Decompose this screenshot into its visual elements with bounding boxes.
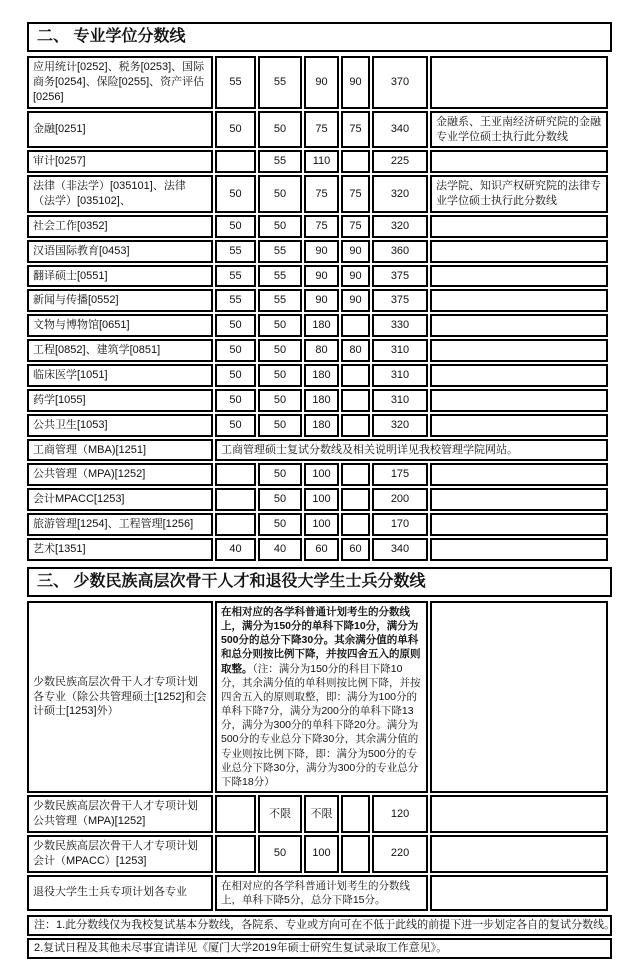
score-cell: 80 [304, 339, 339, 362]
note-cell [430, 463, 608, 486]
score-cell [215, 150, 256, 173]
score-cell: 不限 [304, 795, 339, 833]
table-row [27, 488, 608, 511]
table-row [27, 240, 608, 263]
score-cell: 100 [304, 835, 339, 873]
note-cell [430, 265, 608, 288]
rule-text-rest: （注：满分为150分的科目下降10分，其余满分值的单科则按比例下降，并按四舍五入的原则取整，即：满分为100分的单科下降7分，满分为200分的单科下降13分，满分为300分的单科下降20分。满分为500分的专业总分下降30分，其余满分值的专业则按比例下降，即：满分为500分的专业总分下降30分，满分为300分的专业总分下降18分） [221, 662, 421, 788]
program-name-cell: 退役大学生士兵专项计划各专业 [27, 875, 213, 911]
score-cell: 40 [215, 538, 256, 561]
table-row [27, 439, 608, 462]
total-score-cell: 310 [372, 364, 428, 387]
note-cell [430, 150, 608, 173]
professional-degree-score-table [25, 54, 610, 563]
program-name-cell: 文物与博物馆[0651] [27, 314, 213, 337]
score-cell [215, 795, 256, 833]
program-name-cell: 翻译硕士[0551] [27, 265, 213, 288]
section-3-header [27, 567, 612, 597]
score-cell: 90 [304, 265, 339, 288]
score-cell: 50 [215, 389, 256, 412]
rule-text-rest: 在相对应的各学科普通计划考生的分数线上，单科下降5分，总分下降15分。 [221, 879, 410, 906]
score-cell: 100 [304, 513, 339, 536]
score-cell: 55 [258, 240, 302, 263]
total-score-cell: 340 [372, 538, 428, 561]
score-cell [341, 314, 370, 337]
score-cell: 180 [304, 389, 339, 412]
section-professional-degree [27, 22, 612, 563]
total-score-cell: 175 [372, 463, 428, 486]
program-name-cell: 应用统计[0252]、税务[0253]、国际商务[0254]、保险[0255]、资产评估[0256] [27, 56, 213, 109]
score-cell: 50 [215, 414, 256, 437]
program-name-cell: 新闻与传播[0552] [27, 289, 213, 312]
score-cell: 100 [304, 463, 339, 486]
score-cell [341, 795, 370, 833]
note-cell: 法学院、知识产权研究院的法律专业学位硕士执行此分数线 [430, 175, 608, 213]
score-cell: 55 [258, 56, 302, 109]
score-cell: 80 [341, 339, 370, 362]
table-row [27, 175, 608, 213]
note-cell [430, 795, 608, 833]
program-name-cell: 会计MPACC[1253] [27, 488, 213, 511]
score-cell: 55 [258, 150, 302, 173]
score-cell: 75 [341, 215, 370, 238]
table-row [27, 463, 608, 486]
section-2-header [27, 22, 612, 52]
score-cell [341, 364, 370, 387]
score-cell: 90 [304, 289, 339, 312]
program-name-cell: 公共卫生[1053] [27, 414, 213, 437]
score-cell: 100 [304, 488, 339, 511]
score-cell: 110 [304, 150, 339, 173]
program-name-cell: 药学[1055] [27, 389, 213, 412]
note-cell [430, 488, 608, 511]
section-2-title: 二、 专业学位分数线 [37, 28, 186, 45]
score-cell: 55 [258, 265, 302, 288]
score-cell: 50 [258, 364, 302, 387]
score-cell: 75 [304, 111, 339, 149]
note-cell [430, 240, 608, 263]
program-name-cell: 工商管理（MBA)[1251] [27, 439, 213, 462]
program-name-cell: 汉语国际教育[0453] [27, 240, 213, 263]
score-cell [341, 414, 370, 437]
note-cell [430, 364, 608, 387]
total-score-cell: 330 [372, 314, 428, 337]
score-cell [341, 488, 370, 511]
score-cell: 50 [258, 463, 302, 486]
table-row [27, 265, 608, 288]
note-cell [430, 835, 608, 873]
score-cell: 180 [304, 364, 339, 387]
total-score-cell: 220 [372, 835, 428, 873]
score-cell: 90 [304, 56, 339, 109]
total-score-cell: 120 [372, 795, 428, 833]
note-cell [430, 601, 608, 793]
program-name-cell: 旅游管理[1254]、工程管理[1256] [27, 513, 213, 536]
program-name-cell: 少数民族高层次骨干人才专项计划公共管理（MPA)[1252] [27, 795, 213, 833]
score-cell: 90 [341, 265, 370, 288]
score-cell: 50 [215, 175, 256, 213]
score-cell: 50 [258, 215, 302, 238]
table-row [27, 314, 608, 337]
total-score-cell: 375 [372, 289, 428, 312]
total-score-cell: 200 [372, 488, 428, 511]
program-name-cell: 少数民族高层次骨干人才专项计划各专业（除公共管理硕士[1252]和会计硕士[1253]外） [27, 601, 213, 793]
footnote-2: 2.复试日程及其他未尽事宜请详见《厦门大学2019年硕士研究生复试录取工作意见》。 [27, 938, 612, 959]
score-cell: 75 [304, 175, 339, 213]
table-row [27, 835, 608, 873]
program-name-cell: 临床医学[1051] [27, 364, 213, 387]
table-row [27, 150, 608, 173]
score-cell: 90 [341, 240, 370, 263]
score-cell [341, 389, 370, 412]
score-cell: 50 [258, 389, 302, 412]
table-row [27, 414, 608, 437]
score-cell: 55 [215, 289, 256, 312]
program-name-cell: 艺术[1351] [27, 538, 213, 561]
program-name-cell: 少数民族高层次骨干人才专项计划会计（MPACC）[1253] [27, 835, 213, 873]
score-cell: 50 [258, 414, 302, 437]
note-cell [430, 538, 608, 561]
score-cell: 50 [258, 175, 302, 213]
table-row [27, 538, 608, 561]
table-row [27, 601, 608, 793]
score-cell [215, 513, 256, 536]
score-cell: 40 [258, 538, 302, 561]
score-cell: 50 [258, 835, 302, 873]
total-score-cell: 340 [372, 111, 428, 149]
program-name-cell: 社会工作[0352] [27, 215, 213, 238]
program-name-cell: 审计[0257] [27, 150, 213, 173]
total-score-cell: 310 [372, 339, 428, 362]
score-cell: 50 [258, 314, 302, 337]
note-cell [430, 513, 608, 536]
score-cell: 50 [215, 364, 256, 387]
rule-text-bold: 在相对应的各学科普通计划考生的分数线上，满分为150分的单科下降10分，满分为500分的总分下降30分。其余满分值的单科和总分则按比例下降，并按四舍五入的原则取整。 [221, 605, 421, 675]
note-cell [430, 875, 608, 911]
note-cell [430, 414, 608, 437]
score-cell: 90 [304, 240, 339, 263]
score-cell: 60 [304, 538, 339, 561]
total-score-cell: 375 [372, 265, 428, 288]
score-cell: 180 [304, 414, 339, 437]
score-cell [341, 150, 370, 173]
table-row [27, 111, 608, 149]
score-cell: 55 [215, 56, 256, 109]
table-row [27, 875, 608, 911]
score-cell [215, 463, 256, 486]
note-cell [430, 289, 608, 312]
note-cell [430, 314, 608, 337]
total-score-cell: 170 [372, 513, 428, 536]
score-cell [341, 835, 370, 873]
total-score-cell: 320 [372, 215, 428, 238]
score-cell: 180 [304, 314, 339, 337]
score-cell: 75 [341, 175, 370, 213]
total-score-cell: 225 [372, 150, 428, 173]
score-cell: 50 [258, 111, 302, 149]
score-cell [215, 488, 256, 511]
program-name-cell: 公共管理（MPA)[1252] [27, 463, 213, 486]
table-row [27, 56, 608, 109]
score-cell: 55 [215, 265, 256, 288]
table-row [27, 513, 608, 536]
total-score-cell: 370 [372, 56, 428, 109]
note-cell [430, 215, 608, 238]
score-cell [341, 513, 370, 536]
table-row [27, 339, 608, 362]
program-name-cell: 工程[0852]、建筑学[0851] [27, 339, 213, 362]
note-cell [430, 56, 608, 109]
total-score-cell: 310 [372, 389, 428, 412]
score-cell: 60 [341, 538, 370, 561]
score-cell: 50 [215, 111, 256, 149]
score-cell: 50 [215, 215, 256, 238]
note-cell [430, 339, 608, 362]
note-cell [430, 389, 608, 412]
table-row [27, 389, 608, 412]
score-cell: 75 [304, 215, 339, 238]
merged-info-cell: 工商管理硕士复试分数线及相关说明详见我校管理学院网站。 [215, 439, 608, 462]
score-cell: 不限 [258, 795, 302, 833]
total-score-cell: 320 [372, 414, 428, 437]
score-cell: 50 [215, 339, 256, 362]
section-3-title: 三、 少数民族高层次骨干人才和退役大学生士兵分数线 [37, 572, 426, 590]
score-cell: 50 [215, 314, 256, 337]
minority-veteran-score-table [25, 599, 610, 913]
rule-text-cell [215, 875, 428, 911]
score-cell [215, 835, 256, 873]
note-cell: 金融系、王亚南经济研究院的金融专业学位硕士执行此分数线 [430, 111, 608, 149]
score-cell: 75 [341, 111, 370, 149]
score-cell [341, 463, 370, 486]
section-minority-veteran [27, 567, 612, 913]
footnote-1: 注：1.此分数线仅为我校复试基本分数线，各院系、专业或方向可在不低于此线的前提下进一步划定各自的复试分数线。 [27, 915, 612, 936]
score-cell: 90 [341, 289, 370, 312]
score-cell: 50 [258, 488, 302, 511]
score-cell: 55 [258, 289, 302, 312]
total-score-cell: 360 [372, 240, 428, 263]
total-score-cell: 320 [372, 175, 428, 213]
score-cell: 55 [215, 240, 256, 263]
score-cell: 90 [341, 56, 370, 109]
program-name-cell: 金融[0251] [27, 111, 213, 149]
table-row [27, 215, 608, 238]
score-cell: 50 [258, 339, 302, 362]
table-row [27, 364, 608, 387]
rule-text-cell [215, 601, 428, 793]
program-name-cell: 法律（非法学）[035101]、法律（法学）[035102]、 [27, 175, 213, 213]
table-row [27, 289, 608, 312]
score-cell: 50 [258, 513, 302, 536]
table-row [27, 795, 608, 833]
